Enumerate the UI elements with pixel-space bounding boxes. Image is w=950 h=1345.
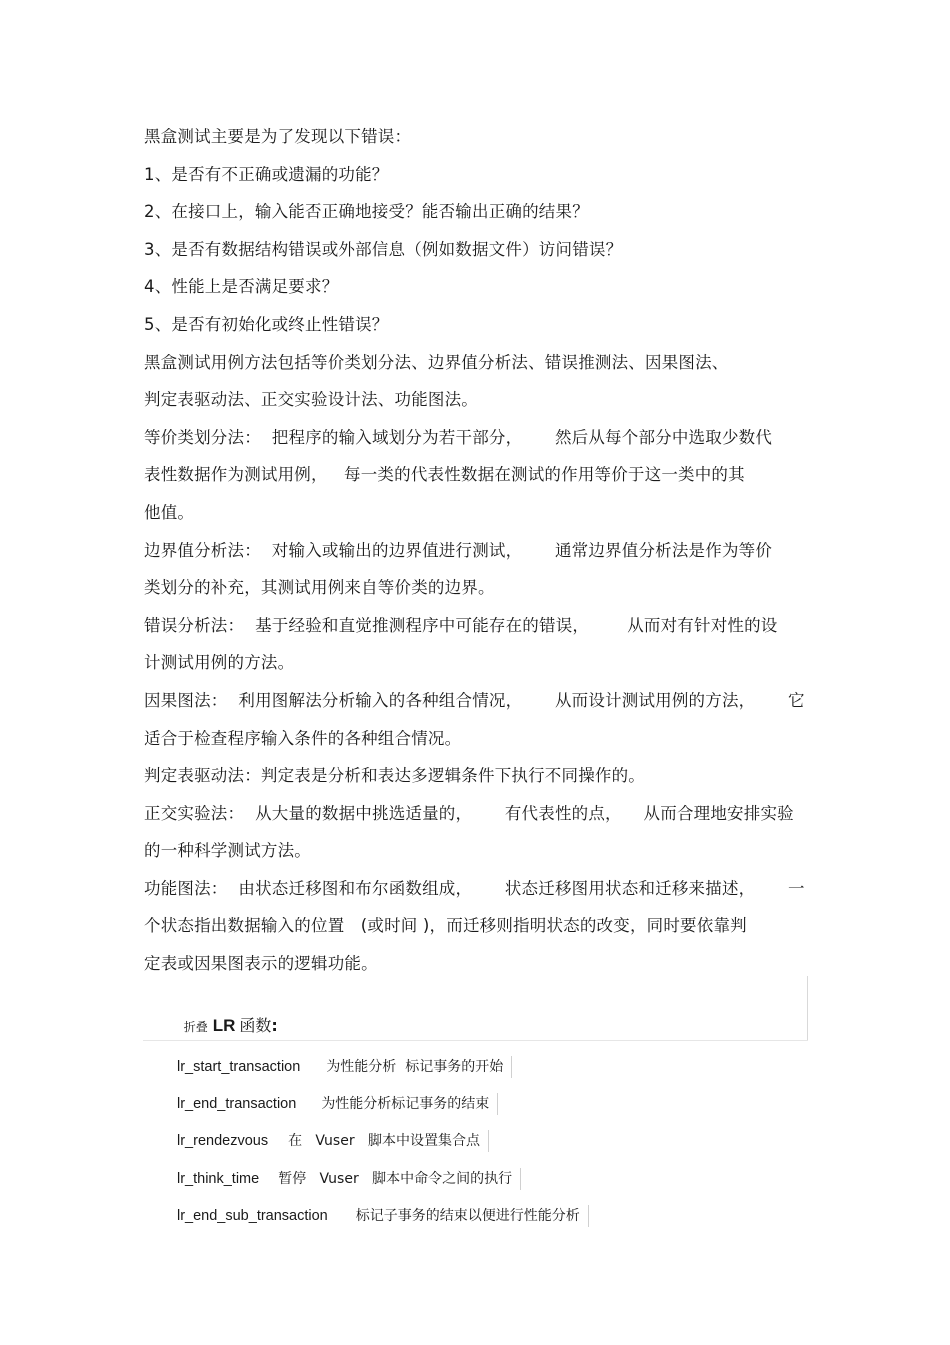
paragraph-line: 黑盒测试用例方法包括等价类划分法、边界值分析法、错误推测法、因果图法、 — [144, 352, 729, 372]
header-divider — [807, 976, 808, 1040]
function-row — [143, 1161, 808, 1198]
lr-title-text: 函数 — [239, 1016, 272, 1035]
paragraph-line: 他值。 — [144, 502, 195, 522]
function-row — [143, 1198, 808, 1235]
cell-divider — [520, 1168, 521, 1190]
paragraph-line: 的一种科学测试方法。 — [144, 841, 311, 861]
function-name: lr_end_transaction — [177, 1096, 297, 1113]
function-row — [143, 1049, 808, 1086]
paragraph-line: 定表或因果图表示的逻辑功能。 — [144, 954, 378, 974]
cell-divider — [588, 1205, 589, 1227]
paragraph-line: 个状态指出数据输入的位置 (或时间 )，而迁移则指明状态的改变，同时要依靠判 — [144, 916, 747, 936]
function-desc: 标记子事务的结束以便进行性能分析 — [355, 1207, 580, 1224]
function-desc: 暂停 Vuser 脚本中命令之间的执行 — [278, 1170, 513, 1187]
lr-title-colon: : — [271, 1016, 278, 1035]
paragraph-line: 等价类划分法： 把程序的输入域划分为若干部分， 然后从每个部分中选取少数代 — [144, 427, 773, 447]
cell-divider — [511, 1056, 512, 1078]
function-list — [143, 1049, 808, 1235]
collapse-toggle[interactable]: 折叠 — [183, 1020, 208, 1034]
function-name: lr_think_time — [177, 1170, 260, 1187]
paragraph-line: 适合于检查程序输入条件的各种组合情况。 — [144, 728, 462, 748]
lr-functions-section — [143, 976, 808, 1235]
paragraph-line: 3、是否有数据结构错误或外部信息（例如数据文件）访问错误？ — [144, 239, 623, 259]
paragraph-line: 判定表驱动法、正交实验设计法、功能图法。 — [144, 390, 478, 410]
function-name: lr_rendezvous — [177, 1133, 269, 1150]
paragraph-line: 计测试用例的方法。 — [144, 653, 295, 673]
cell-divider — [488, 1130, 489, 1152]
function-row — [143, 1123, 808, 1160]
paragraph-line: 错误分析法： 基于经验和直觉推测程序中可能存在的错误， 从而对有针对性的设 — [144, 615, 778, 635]
paragraph-line: 功能图法： 由状态迁移图和布尔函数组成， 状态迁移图用状态和迁移来描述， 一 — [144, 878, 805, 898]
function-name: lr_start_transaction — [177, 1059, 301, 1075]
paragraph-line: 类划分的补充，其测试用例来自等价类的边界。 — [144, 578, 495, 598]
paragraph-line: 5、是否有初始化或终止性错误？ — [144, 314, 389, 334]
paragraph-line: 判定表驱动法：判定表是分析和表达多逻辑条件下执行不同操作的。 — [144, 766, 645, 786]
cell-divider — [497, 1093, 498, 1115]
paragraph-line: 黑盒测试主要是为了发现以下错误： — [144, 127, 412, 146]
paragraph-line: 边界值分析法： 对输入或输出的边界值进行测试， 通常边界值分析法是作为等价 — [144, 540, 773, 560]
function-desc: 为性能分析 标记事务的开始 — [326, 1059, 504, 1075]
paragraph-line: 4、性能上是否满足要求？ — [144, 277, 339, 297]
lr-title-bold: LR — [212, 1016, 236, 1035]
paragraph-line: 2、在接口上，输入能否正确地接受？能否输出正确的结果？ — [144, 202, 589, 222]
paragraph-line: 正交实验法： 从大量的数据中挑选适量的， 有代表性的点， 从而合理地安排实验 — [144, 803, 794, 823]
function-row — [143, 1086, 808, 1123]
function-desc: 在 Vuser 脚本中设置集合点 — [288, 1133, 480, 1150]
function-desc: 为性能分析标记事务的结束 — [321, 1096, 490, 1113]
lr-section-title — [143, 994, 278, 1055]
lr-section-header — [143, 976, 808, 1041]
document-body — [144, 118, 814, 983]
paragraph-line: 1、是否有不正确或遗漏的功能？ — [144, 164, 389, 184]
function-name: lr_end_sub_transaction — [177, 1207, 328, 1224]
paragraph-line: 因果图法： 利用图解法分析输入的各种组合情况， 从而设计测试用例的方法， 它 — [144, 690, 805, 710]
paragraph-line: 表性数据作为测试用例， 每一类的代表性数据在测试的作用等价于这一类中的其 — [144, 465, 745, 485]
